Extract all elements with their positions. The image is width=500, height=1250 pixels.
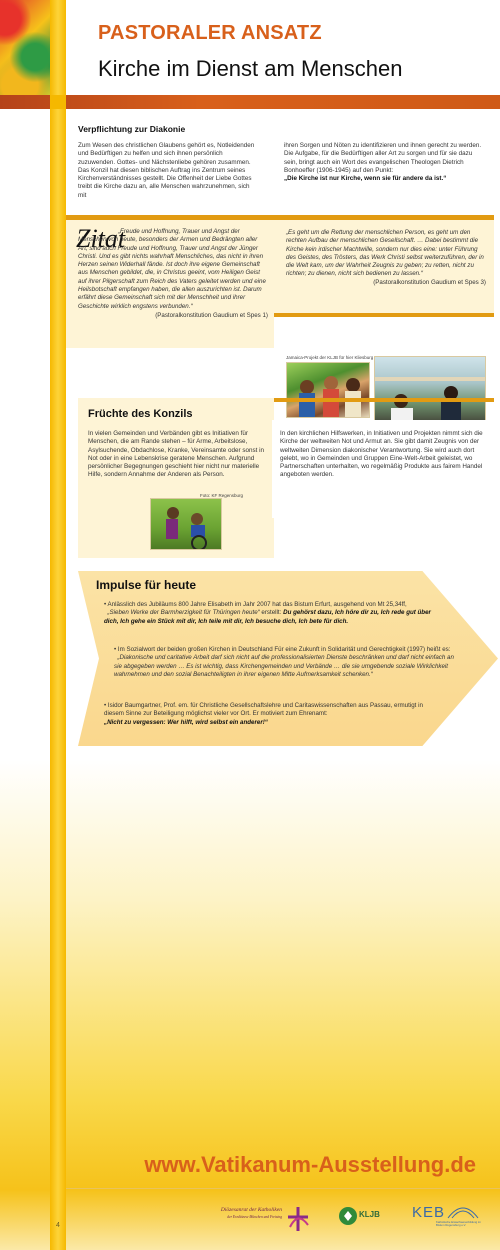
photo-wheelchair bbox=[150, 498, 222, 550]
cross-icon bbox=[284, 1205, 312, 1233]
fruechte-title: Früchte des Konzils bbox=[88, 408, 193, 420]
impulse-item-3-strong: „Nicht zu vergessen: Wer hilft, wird selbst ein anderer!“ bbox=[104, 718, 268, 726]
diakonie-title: Verpflichtung zur Diakonie bbox=[78, 124, 186, 134]
impulse-title: Impulse für heute bbox=[96, 578, 197, 592]
zitat-right-quote bbox=[286, 229, 486, 287]
zitat-left-text: „Freude und Hoffnung, Trauer und Angst der Menschen von heute, besonders der Armen und Bedrängten aller Art, sind auch Freude und Hoffnung, Trauer und Angst der Jünger Christi. Und es gibt nichts wahrhaft Menschliches, das nicht in ihren Herzen seinen Widerhall fände. Ist doch ihre eigene Gemeinschaft aus Menschen gebildet, die, in Christus geeint, vom Heiligen Geist auf ihrer Pilgerschaft zum Reich des Vaters geleitet werden und eine Heilsbotschaft empfangen haben, die allen auszurichten ist. Darum erfährt diese Gemeinschaft sich mit der Menschheit und ihrer Geschichte wirklich engstens verbunden.“ bbox=[78, 228, 266, 310]
zitat-left-quote bbox=[78, 228, 268, 320]
keb-logo-subtitle: Katholische Erwachsenenbildung im Bistum Regensburg e.V. bbox=[436, 1220, 481, 1228]
kljb-logo bbox=[338, 1204, 382, 1230]
diakonie-col2 bbox=[284, 142, 484, 183]
impulse-item-3: • Isidor Baumgartner, Prof. em. für Christliche Gesellschaftslehre und Caritaswissenschaften aus Passau, ermutigt in diesem Sinne zur Beteiligung möglichst vieler vor Ort. Er motiviert zum Ehrenamt: „Nicht zu vergessen: Wer hilft, wird selbst ein anderer!“ bbox=[104, 702, 423, 726]
page-number: 4 bbox=[56, 1222, 60, 1229]
kljb-logo-text: KLJB bbox=[359, 1210, 380, 1219]
impulse-item-1-title: „Sieben Werke der Barmherzigkeit für Thüringen heute“ bbox=[107, 609, 260, 617]
dioezesanrat-logo-line2: der Erzdiözese München und Freising bbox=[227, 1215, 282, 1219]
dioezesanrat-logo bbox=[204, 1205, 314, 1235]
keb-arc-icon bbox=[446, 1202, 480, 1220]
fruechte-right-text: In den kirchlichen Hilfswerken, in Initiativen und Projekten nimmt sich die Kirche der weltweiten Not und Armut an. Sie gibt damit Zeugnis von der weltweiten Dimension diakonischer Verantwortung. Sie wird auch dort gelebt, wo in Gemeinden und Gruppen Eine-Welt-Arbeit geleistet, wo Partnerschaften unterhalten, wo regelmäßig Produkte aus fairem Handel angeboten werden. bbox=[280, 430, 483, 479]
photo-caption-kljb: Jamaica-Projekt der KLJB für hier Kliesburg bbox=[286, 355, 374, 360]
vertical-gold-bar bbox=[50, 0, 66, 1250]
page-title: Kirche im Dienst am Menschen bbox=[98, 56, 403, 81]
kljb-emblem-icon bbox=[338, 1206, 358, 1226]
bonhoeffer-quote: „Die Kirche ist nur Kirche, wenn sie für andere da ist.“ bbox=[284, 175, 447, 183]
photo-jamaica-group bbox=[286, 362, 370, 418]
fruechte-left-text: In vielen Gemeinden und Verbänden gibt es Initiativen für Menschen, die am Rande stehen – für Arme, Arbeitslose, Asylsuchende, Obdachlose, Kranke, Vereinsamte oder sonst in Not oder in eine Lebenskrise geratene Menschen. Aufgrund persönlicher Begegnungen geschieht hier nicht nur materielle Hilfe, sondern Annahme der Anderen als Person. bbox=[88, 430, 265, 479]
impulse-item-1-text: Anlässlich des Jubiläums 800 Jahre Elisabeth im Jahr 2007 hat das Bistum Erfurt, ausgehend von Mt 25,34ff, bbox=[107, 601, 407, 608]
zitat-heading: Zitat bbox=[76, 224, 126, 253]
impulse-item-1: • Anlässlich des Jubiläums 800 Jahre Elisabeth im Jahr 2007 hat das Bistum Erfurt, ausgehend von Mt 25,34ff, „Sieben Werke der Barmherzigkeit für Thüringen heute“ erstellt: Du gehörst dazu, Ich höre dir zu, Ich rede gut über dich, Ich gehe ein Stück mit dir, Ich teile mit dir, Ich besuche dich, Ich bete für dich. bbox=[104, 601, 431, 625]
photo-people-graphic bbox=[287, 363, 370, 418]
impulse-item-2: • Im Sozialwort der beiden großen Kirchen in Deutschland Für eine Zukunft in Solidarität und Gerechtigkeit (1997) heißt es: „Diakonische und caritative Arbeit darf sich nicht auf die professionalisierten Dienste beschränken und darf nicht einfach an sie abgegeben werden … Es ist wichtig, dass Kirchengemeinden und Verbände … die sie umgebende soziale Wirklichkeit wahrnehmen und den sozial Benachteiligten in ihrer eigenen Mitte Aufmerksamkeit schenken.“ bbox=[114, 646, 454, 679]
impulse-item-1-mid: erstellt: bbox=[259, 609, 282, 617]
corner-graphic bbox=[0, 0, 50, 95]
dioezesanrat-logo-line1: Diözesanrat der Katholiken bbox=[220, 1207, 282, 1213]
zitat-left-source: (Pastoralkonstitution Gaudium et Spes 1) bbox=[155, 311, 268, 319]
impulse-item-2-quote: „Diakonische und caritative Arbeit darf sich nicht auf die professionalisierten Dienste beschränken und darf nicht einfach an sie abgegeben werden … Es ist wichtig, dass Kirchengemeinden und Verbände … die sie umgebende soziale Wirklichkeit wahrnehmen und den sozial Benachteiligten in ihrer eigenen Mitte Aufmerksamkeit schenken.“ bbox=[114, 654, 454, 679]
impulse-item-2-text: Im Sozialwort der beiden großen Kirchen in Deutschland Für eine Zukunft in Solidarität und Gerechtigkeit (1997) heißt es: bbox=[117, 646, 451, 653]
photo-wheelchair-graphic bbox=[151, 499, 222, 550]
keb-logo bbox=[412, 1202, 482, 1232]
zitat-right-text: „Es geht um die Rettung der menschlichen Person, es geht um den rechten Aufbau der menschlichen Gesellschaft. … Dabei bestimmt die Kirche kein irdischer Machtwille, sondern nur dies eine: unter Führung des Geistes, des Trösters, das Werk Christi selbst weiterzuführen, der in die Welt kam, um der Wahrheit Zeugnis zu geben; zu retten, nicht zu richten; zu dienen, nicht sich bedienen zu lassen.“ bbox=[286, 229, 484, 278]
zitat-right-source: (Pastoralkonstitution Gaudium et Spes 3) bbox=[373, 278, 486, 286]
section-kicker: PASTORALER ANSATZ bbox=[98, 22, 322, 44]
website-url[interactable]: www.Vatikanum-Ausstellung.de bbox=[144, 1152, 476, 1177]
header-band bbox=[0, 95, 500, 109]
diakonie-col2-text: ihren Sorgen und Nöten zu identifizieren und ihnen gerecht zu werden. Die Aufgabe, für die Bedürftigen aller Art zu sorgen und für sie dazu sein, bringt auch ein Wort des evangelischen Theologen Dietrich Bonhoeffer (1906-1945) auf den Punkt: bbox=[284, 142, 482, 174]
photo-caption-kf: Foto: KF Regensburg bbox=[200, 493, 244, 498]
footer-divider bbox=[66, 1188, 500, 1189]
keb-logo-text: KEB bbox=[412, 1204, 446, 1221]
impulse-item-3-text: Isidor Baumgartner, Prof. em. für Christliche Gesellschaftslehre und Caritaswissenschaften aus Passau, ermutigt in diesem Sinne zur Beteiligung möglichst vieler vor Ort. Er motiviert zum Ehrenamt: bbox=[104, 702, 423, 718]
zitat-right-bottom-bar bbox=[274, 313, 494, 317]
diakonie-col1: Zum Wesen des christlichen Glaubens gehört es, Notleidenden und Bedürftigen zu helfen und sich ihnen persönlich zuzuwenden. Gottes- und Nächstenliebe gehören zusammen. Das Konzil hat diesen biblischen Auftrag ins Zentrum seines Kirchenverständnisses gestellt. Die Offenheit der Liebe Gottes treibt die Kirche dazu an, alle Menschen wahrzunehmen, sich mit bbox=[78, 142, 255, 199]
impulse-item-1-strong: Du gehörst dazu, Ich höre dir zu, Ich rede gut über dich, Ich gehe ein Stück mit dir, Ich teile mit dir, Ich besuche dich, Ich bete für dich. bbox=[104, 609, 431, 625]
